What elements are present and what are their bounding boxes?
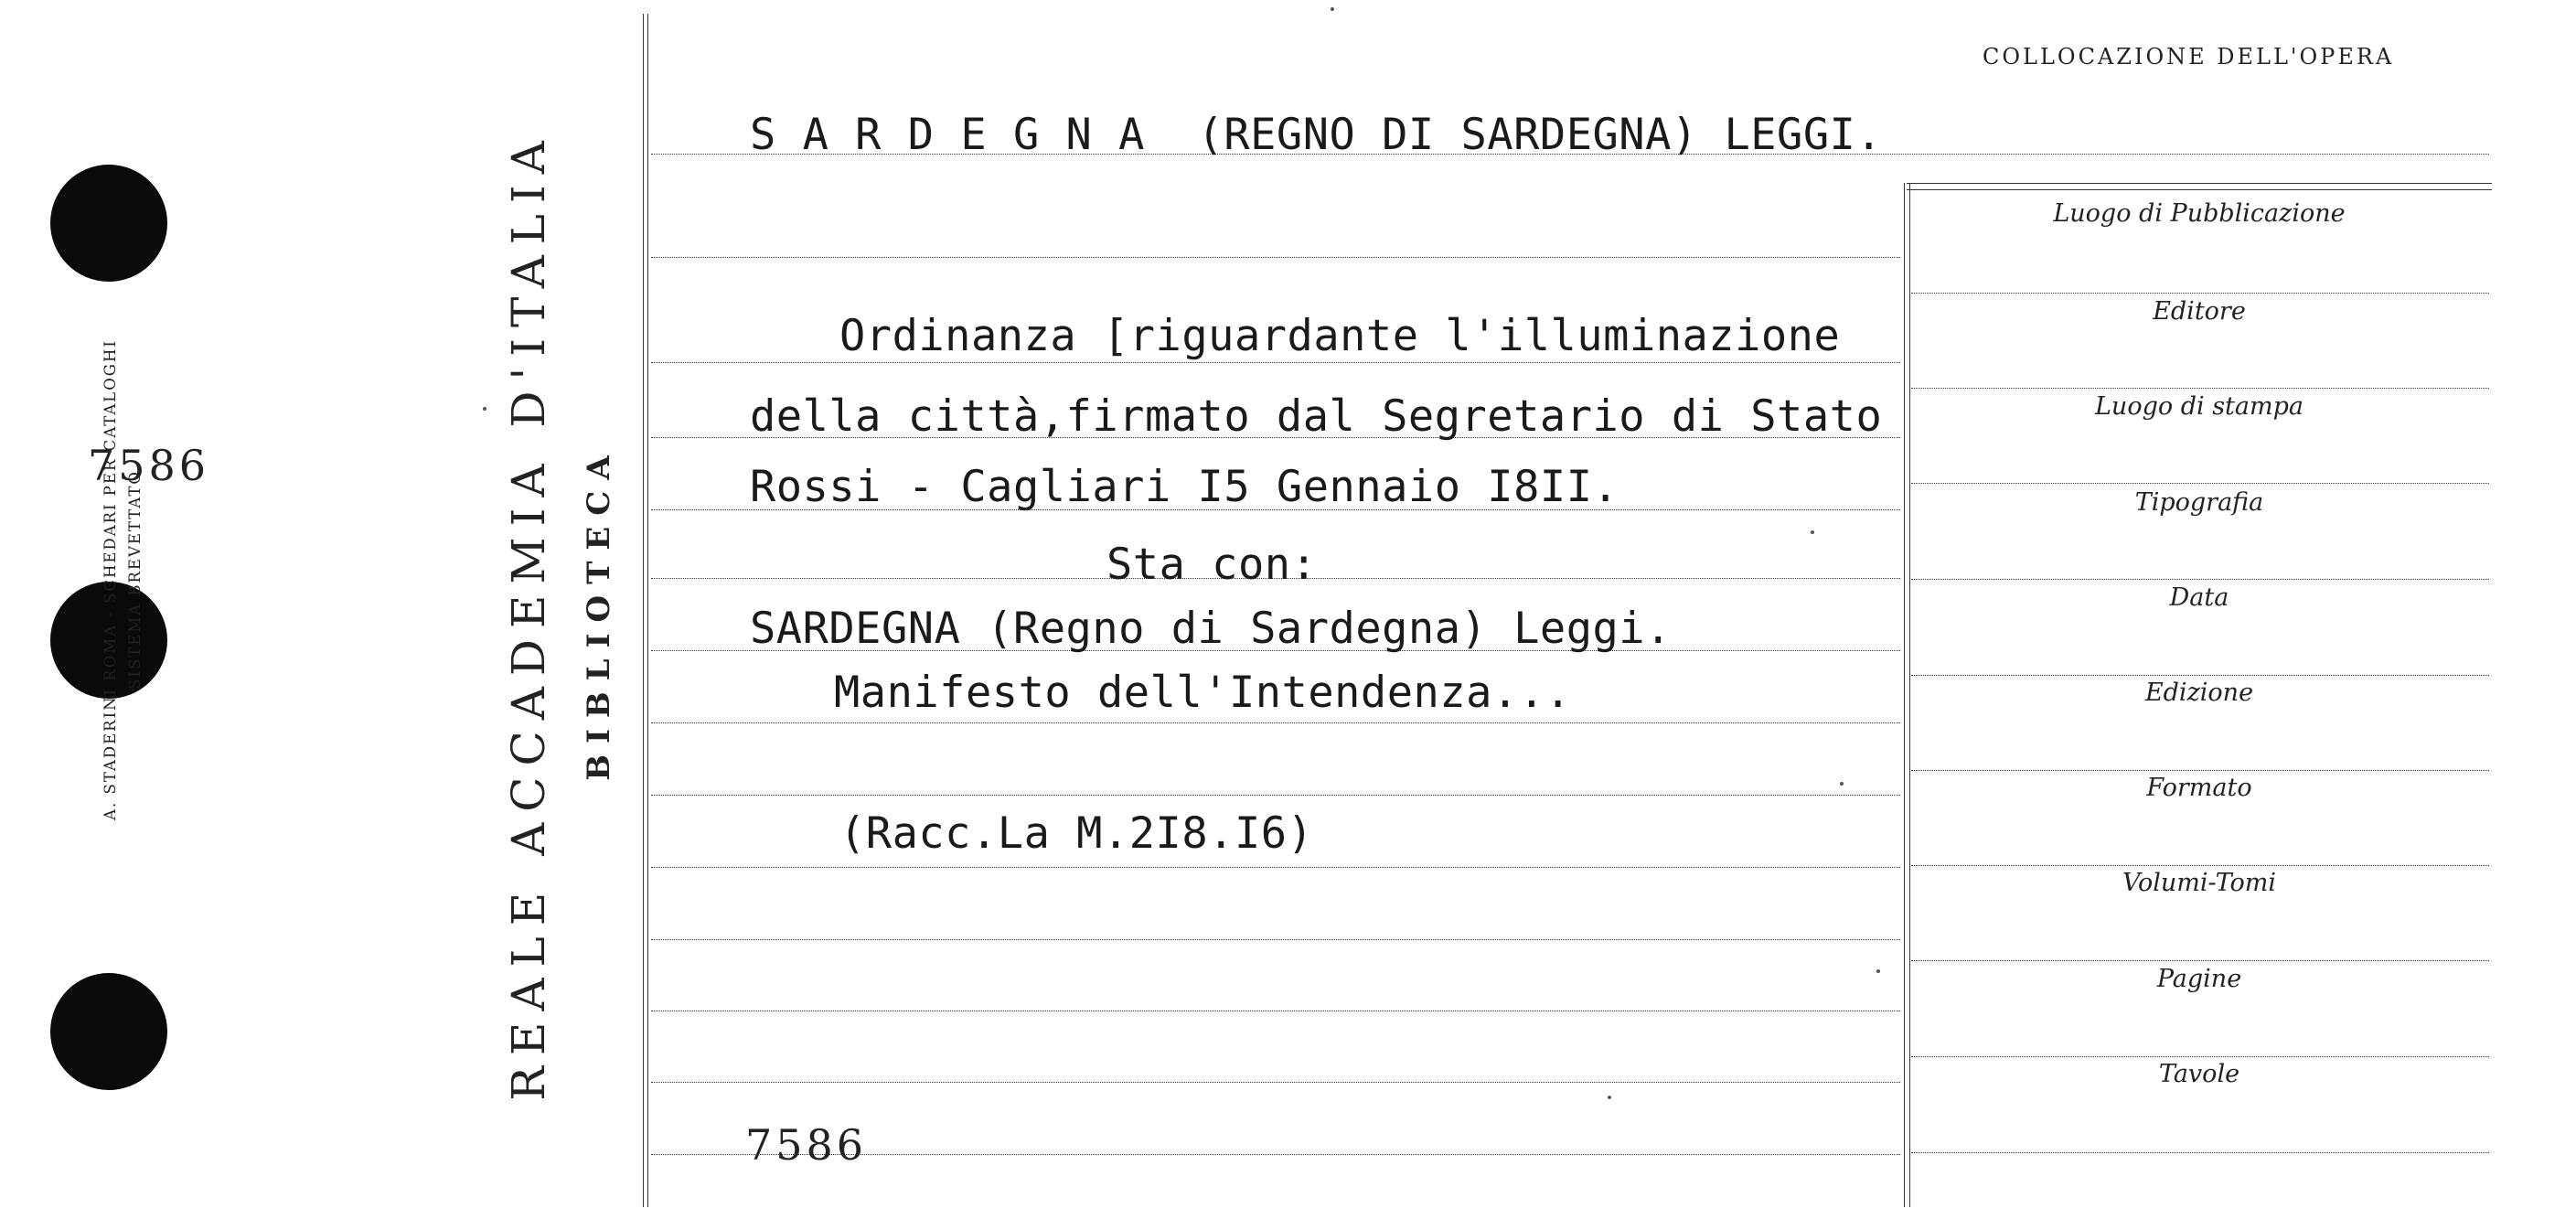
scan-speck [1811, 530, 1814, 534]
collocation-rule-2 [1907, 189, 2492, 190]
scan-speck [1840, 782, 1844, 786]
left-border-rule-2 [647, 14, 648, 1207]
entry-line-sta-con: Sta con: [1106, 540, 1318, 590]
field-line [1911, 1152, 2489, 1153]
collocation-label: COLLOCAZIONE DELL'OPERA [1983, 44, 2395, 70]
field-line [1911, 483, 2489, 484]
field-line [1911, 579, 2489, 580]
ruled-line [651, 257, 1900, 258]
scan-speck [1876, 969, 1880, 973]
field-line [1911, 960, 2489, 961]
field-line [1911, 293, 2489, 294]
field-volumi-tomi: Volumi-Tomi [2122, 869, 2277, 897]
field-tipografia: Tipografia [2134, 488, 2264, 517]
field-line [1911, 675, 2489, 676]
library-label: BIBLIOTECA [581, 444, 617, 781]
scan-speck [1331, 7, 1334, 11]
left-border-rule [643, 14, 644, 1207]
entry-line-shelfmark: (Racc.La M.2I8.I6) [839, 808, 1314, 859]
ruled-line [651, 795, 1900, 796]
punch-hole-bottom [50, 973, 167, 1090]
field-data: Data [2169, 583, 2229, 612]
printer-imprint [98, 251, 153, 909]
academy-name: REALE ACCADEMIA D'ITALIA [502, 130, 555, 1101]
ruled-line [651, 362, 1900, 363]
ruled-line [651, 939, 1900, 940]
field-column-rule [1904, 183, 1905, 1207]
field-luogo-stampa: Luogo di stampa [2095, 392, 2303, 421]
ruled-line [651, 722, 1900, 723]
ruled-line [651, 1082, 1900, 1083]
entry-line-place-date: Rossi - Cagliari I5 Gennaio I8II. [750, 462, 1619, 512]
collocation-rule [1907, 183, 2492, 184]
entry-line-related: SARDEGNA (Regno di Sardegna) Leggi. [750, 604, 1672, 654]
ruled-line [651, 867, 1900, 868]
entry-line-signed: della città,firmato dal Segretario di Stato [750, 391, 1883, 442]
entry-heading: S A R D E G N A (REGNO DI SARDEGNA) LEGGI. [750, 110, 1883, 160]
field-luogo-pubblicazione: Luogo di Pubblicazione [2053, 199, 2346, 228]
field-line [1911, 770, 2489, 771]
field-tavole: Tavole [2158, 1060, 2240, 1088]
field-line [1911, 865, 2489, 866]
scan-speck [1608, 1096, 1611, 1099]
inventory-number: 7586 [88, 441, 210, 490]
scan-speck [483, 407, 486, 411]
entry-line-title: Ordinanza [riguardante l'illuminazione [839, 311, 1841, 361]
field-pagine: Pagine [2156, 965, 2242, 993]
entry-line-manifesto: Manifesto dell'Intendenza... [834, 668, 1572, 718]
field-line [1911, 1056, 2489, 1057]
inventory-number-bottom: 7586 [745, 1120, 868, 1170]
field-line [1911, 388, 2489, 389]
field-formato: Formato [2146, 774, 2252, 802]
field-editore: Editore [2153, 297, 2246, 326]
printer-line-1: A. STADERINI ROMA - SCHEDARI PER CATALOGHI [102, 339, 119, 820]
field-edizione: Edizione [2144, 679, 2254, 707]
printer-line-2: SISTEMA BREVETTATO [126, 470, 144, 690]
